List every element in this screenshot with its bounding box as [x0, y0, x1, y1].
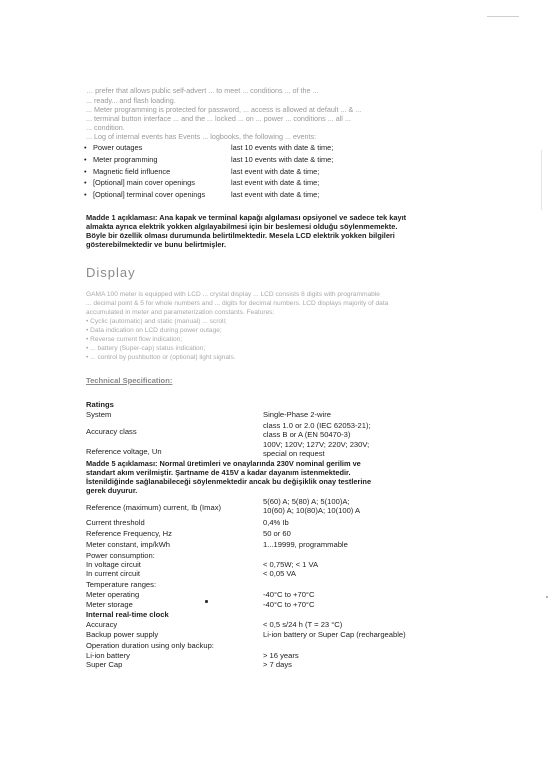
intro-line-3: ... Meter programming is protected for password, ... access is allowed at default ... & ...: [86, 105, 362, 114]
spec-power-heading: Power consumption:: [86, 551, 155, 560]
madde1-line-2: almakta ayrıca elektrik yokken algılayabilmesi için bir beslemesi olduğu söylenmemekte.: [86, 222, 398, 231]
madde1-line-3: Böyle bir özellik olması durumunda belirtilmektedir. Mesela LCD elektrik yokken bilgileri: [86, 231, 395, 240]
intro-line-1: … prefer that allows public self-advert ... to meet ... conditions ... of the ...: [86, 86, 319, 95]
intro-line-4: ... terminal button interface ... and the ... locked ... on ... power ... conditions ... all ...: [86, 114, 351, 123]
scan-speck-right: [546, 596, 548, 598]
display-line-3: accumulated in meter and parameterization constants. Features:: [86, 309, 275, 316]
spec-value: > 7 days: [263, 660, 292, 669]
spec-row-current-circuit: [86, 569, 506, 579]
spec-value: -40°C to +70°C: [263, 600, 315, 609]
madde1-line-4: gösterebilmektedir ve bunu belirtmişler.: [86, 240, 227, 249]
list-item: [84, 166, 333, 178]
intro-line-5: ... condition.: [86, 123, 125, 132]
spec-label: Meter operating: [86, 590, 140, 599]
spec-row-storage: [86, 600, 506, 610]
display-line-4: • Cyclic (automatic) and static (manual) ... scroll;: [86, 318, 227, 325]
spec-label: Current threshold: [86, 518, 145, 527]
spec-label: Meter storage: [86, 600, 133, 609]
spec-row-ref-current: [86, 497, 506, 517]
spec-value: special on request: [263, 449, 325, 458]
display-line-5: • Data indication on LCD during power outage;: [86, 327, 222, 334]
display-line-8: • ... control by pushbutton or (optional) light signals.: [86, 354, 236, 361]
spec-value: 5(60) A; 5(80) A; 5(100)A;: [263, 497, 350, 506]
display-line-2: ... decimal point & 5 for whole numbers and ... digits for decimal numbers. LCD displays majority of data: [86, 300, 389, 307]
spec-value: < 0,75W; < 1 VA: [263, 560, 319, 569]
madde5-line-1: Madde 5 açıklaması: Normal üretimleri ve onaylarında 230V nominal gerilim ve: [86, 459, 361, 468]
spec-row-system: [86, 410, 506, 420]
spec-value: class 1.0 or 2.0 (IEC 62053-21);: [263, 421, 371, 430]
tech-spec-heading: Technical Specification:: [86, 376, 173, 385]
spec-row-frequency: [86, 529, 506, 539]
spec-duration-heading: Operation duration using only backup:: [86, 641, 214, 650]
spec-row-threshold: [86, 518, 506, 528]
spec-temp-heading: Temperature ranges:: [86, 580, 157, 589]
spec-row-clock-accuracy: [86, 620, 506, 630]
spec-row-backup: [86, 630, 526, 640]
madde5-line-3: İstenildiğinde sağlanabileceği söylenmektedir ancak bu değişiklik onay testlerine: [86, 477, 372, 486]
event-log: last event with date & time;: [231, 166, 320, 176]
spec-value: 50 or 60: [263, 529, 291, 538]
intro-line-6: ... Log of internal events has Events ... logbooks, the following ... events:: [86, 132, 317, 141]
spec-label: System: [86, 410, 112, 419]
scan-mark-top-right: [487, 16, 519, 17]
spec-row-accuracy: [86, 420, 506, 440]
spec-label: Backup power supply: [86, 630, 159, 639]
spec-label: Reference (maximum) current, Ib (Imax): [86, 503, 222, 512]
spec-value: 10(60) A; 10(80)A; 10(100) A: [263, 506, 361, 515]
ratings-title: Ratings: [86, 400, 114, 409]
event-log: last event with date & time;: [231, 190, 320, 200]
event-log: last 10 events with date & time;: [231, 154, 334, 164]
spec-label: Accuracy class: [86, 427, 137, 436]
clock-title: Internal real-time clock: [86, 610, 169, 619]
spec-label: In voltage circuit: [86, 560, 141, 569]
spec-value: class B or A (EN 50470-3): [263, 430, 351, 439]
event-name: • Power outages: [84, 142, 231, 154]
spec-label: Meter constant, imp/kWh: [86, 540, 170, 549]
spec-value: Li-ion battery or Super Cap (rechargeable): [263, 630, 406, 639]
spec-row-voltage: [86, 440, 506, 460]
spec-label: Li-ion battery: [86, 651, 130, 660]
madde1-line-1: Madde 1 açıklaması: Ana kapak ve terminal kapağı algılaması opsiyonel ve sadece tek kayıt: [86, 213, 407, 222]
list-item: [84, 142, 333, 154]
spec-value: < 0,05 VA: [263, 569, 296, 578]
list-item: [84, 189, 333, 201]
spec-row-supercap: [86, 660, 506, 670]
display-line-6: • Reverse current flow indication;: [86, 336, 183, 343]
spec-row-constant: [86, 540, 506, 550]
spec-value: -40°C to +70°C: [263, 590, 315, 599]
scan-mark-edge: [541, 150, 542, 210]
spec-label: In current circuit: [86, 569, 141, 578]
spec-label: Accuracy: [86, 620, 118, 629]
spec-value: > 16 years: [263, 651, 299, 660]
intro-line-2: ... ready... and flash loading.: [86, 96, 176, 105]
spec-label: Super Cap: [86, 660, 123, 669]
event-name: • Meter programming: [84, 154, 231, 166]
list-item: [84, 154, 333, 166]
spec-value: 0,4% Ib: [263, 518, 289, 527]
madde5-line-4: gerek duyurur.: [86, 486, 138, 495]
madde5-line-2: standart akım verilmiştir. Şartname de 415V a kadar dayanım istenmektedir.: [86, 468, 351, 477]
spec-label: Reference voltage, Un: [86, 447, 162, 456]
event-log: last event with date & time;: [231, 178, 320, 188]
event-name: • [Optional] main cover openings: [84, 177, 231, 189]
display-line-7: • ... battery (Super-cap) status indication;: [86, 345, 206, 352]
event-log: last 10 events with date & time;: [231, 143, 334, 152]
list-item: [84, 177, 333, 189]
spec-label: Reference Frequency, Hz: [86, 529, 172, 538]
spec-value: < 0,5 s/24 h (T = 23 °C): [263, 620, 343, 629]
spec-value: Single-Phase 2-wire: [263, 410, 331, 419]
display-heading: Display: [86, 265, 136, 280]
spec-row-operating: [86, 590, 506, 600]
event-name: • [Optional] terminal cover openings: [84, 189, 231, 201]
event-name: • Magnetic field influence: [84, 166, 231, 178]
display-line-1: GAMA 100 meter is equipped with LCD ... crystal display ... LCD consists 8 digits with programmable: [86, 291, 380, 298]
spec-value: 1...19999, programmable: [263, 540, 348, 549]
events-list: [84, 142, 333, 201]
spec-value: 100V; 120V; 127V; 220V; 230V;: [263, 440, 370, 449]
